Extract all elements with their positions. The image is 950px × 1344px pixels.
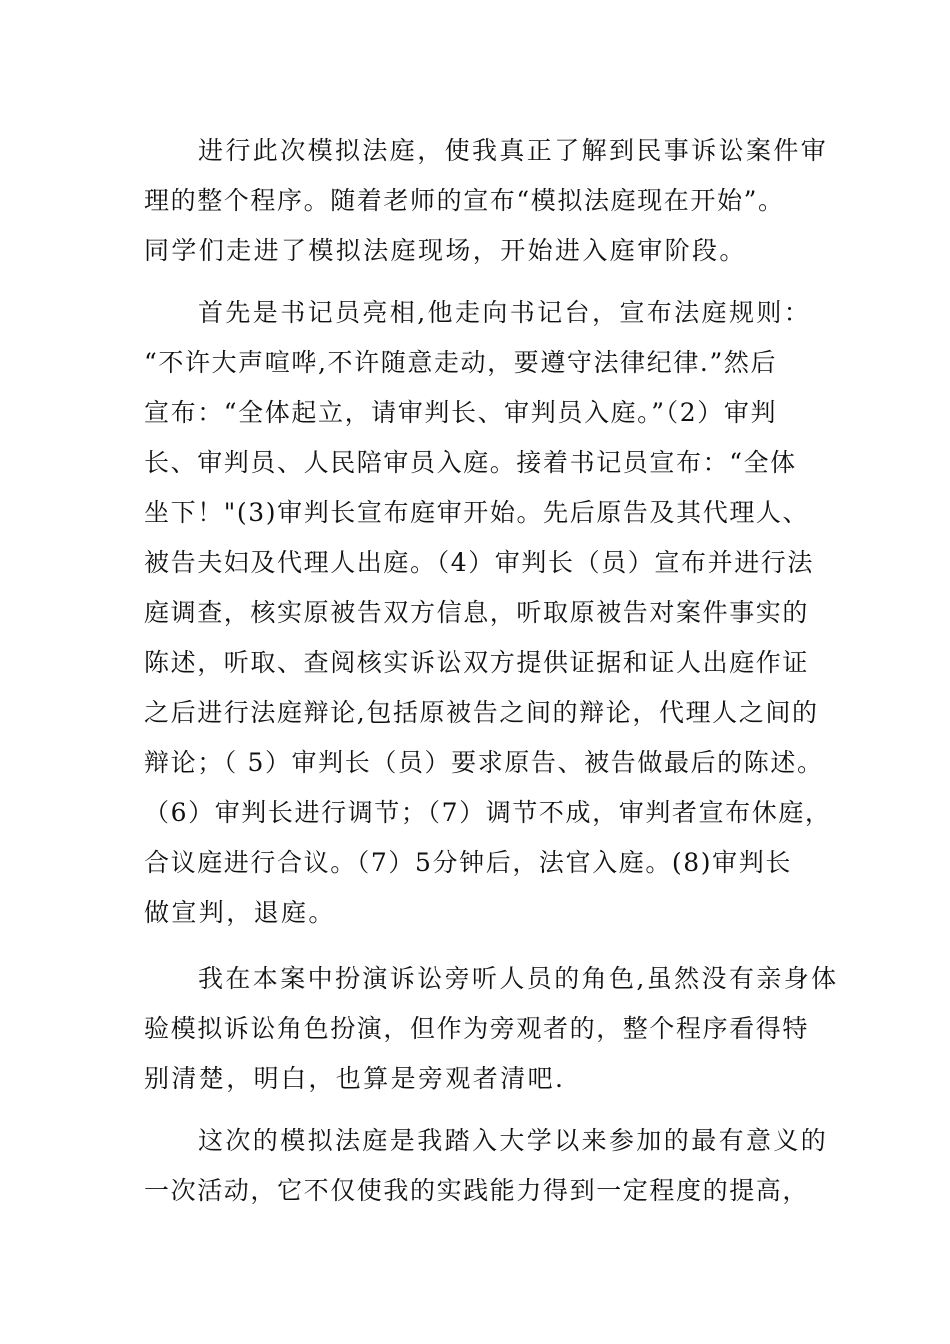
paragraph-procedure [144,288,832,938]
text-line: 辩论；（ 5）审判长（员）要求原告、被告做最后的陈述。 [144,748,824,777]
text-line: 宣布：“全体起立，请审判长、审判员入庭。”（2）审判 [144,398,778,427]
text-line: 庭调查，核实原被告双方信息，听取原被告对案件事实的 [144,598,810,627]
text-line: “不许大声喧哗,不许随意走动，要遵守法律纪律.”然后 [144,348,778,377]
text-line: 长、审判员、人民陪审员入庭。接着书记员宣布：“全体 [144,448,797,477]
text-line: 理的整个程序。随着老师的宣布“模拟法庭现在开始”。 [144,186,785,215]
text-line: 坐下！"(3)审判长宣布庭审开始。先后原告及其代理人、 [144,498,810,527]
text-line: 首先是书记员亮相,他走向书记台，宣布法庭规则： [198,298,812,327]
text-line: 一次活动，它不仅使我的实践能力得到一定程度的提高， [144,1176,810,1205]
text-line: 验模拟诉讼角色扮演，但作为旁观者的，整个程序看得特 [144,1014,810,1043]
text-line: 合议庭进行合议。（7）5分钟后，法官入庭。(8)审判长 [144,848,792,877]
text-line: 别清楚，明白，也算是旁观者清吧. [144,1064,566,1093]
paragraph-intro [144,126,829,276]
text-line: 同学们走进了模拟法庭现场，开始进入庭审阶段。 [144,236,747,265]
text-line: 做宣判，退庭。 [144,898,336,927]
text-line: 被告夫妇及代理人出庭。（4）审判长（员）宣布并进行法 [144,548,815,577]
text-line: （6）审判长进行调节；（7）调节不成，审判者宣布休庭， [144,798,832,827]
paragraph-role [144,954,839,1104]
text-line: 这次的模拟法庭是我踏入大学以来参加的最有意义的 [198,1126,829,1155]
text-line: 我在本案中扮演诉讼旁听人员的角色,虽然没有亲身体 [198,964,839,993]
text-line: 陈述，听取、查阅核实诉讼双方提供证据和证人出庭作证 [144,648,810,677]
paragraph-reflection [144,1116,829,1216]
text-line: 之后进行法庭辩论,包括原被告之间的辩论，代理人之间的 [144,698,819,727]
text-line: 进行此次模拟法庭，使我真正了解到民事诉讼案件审 [198,136,829,165]
